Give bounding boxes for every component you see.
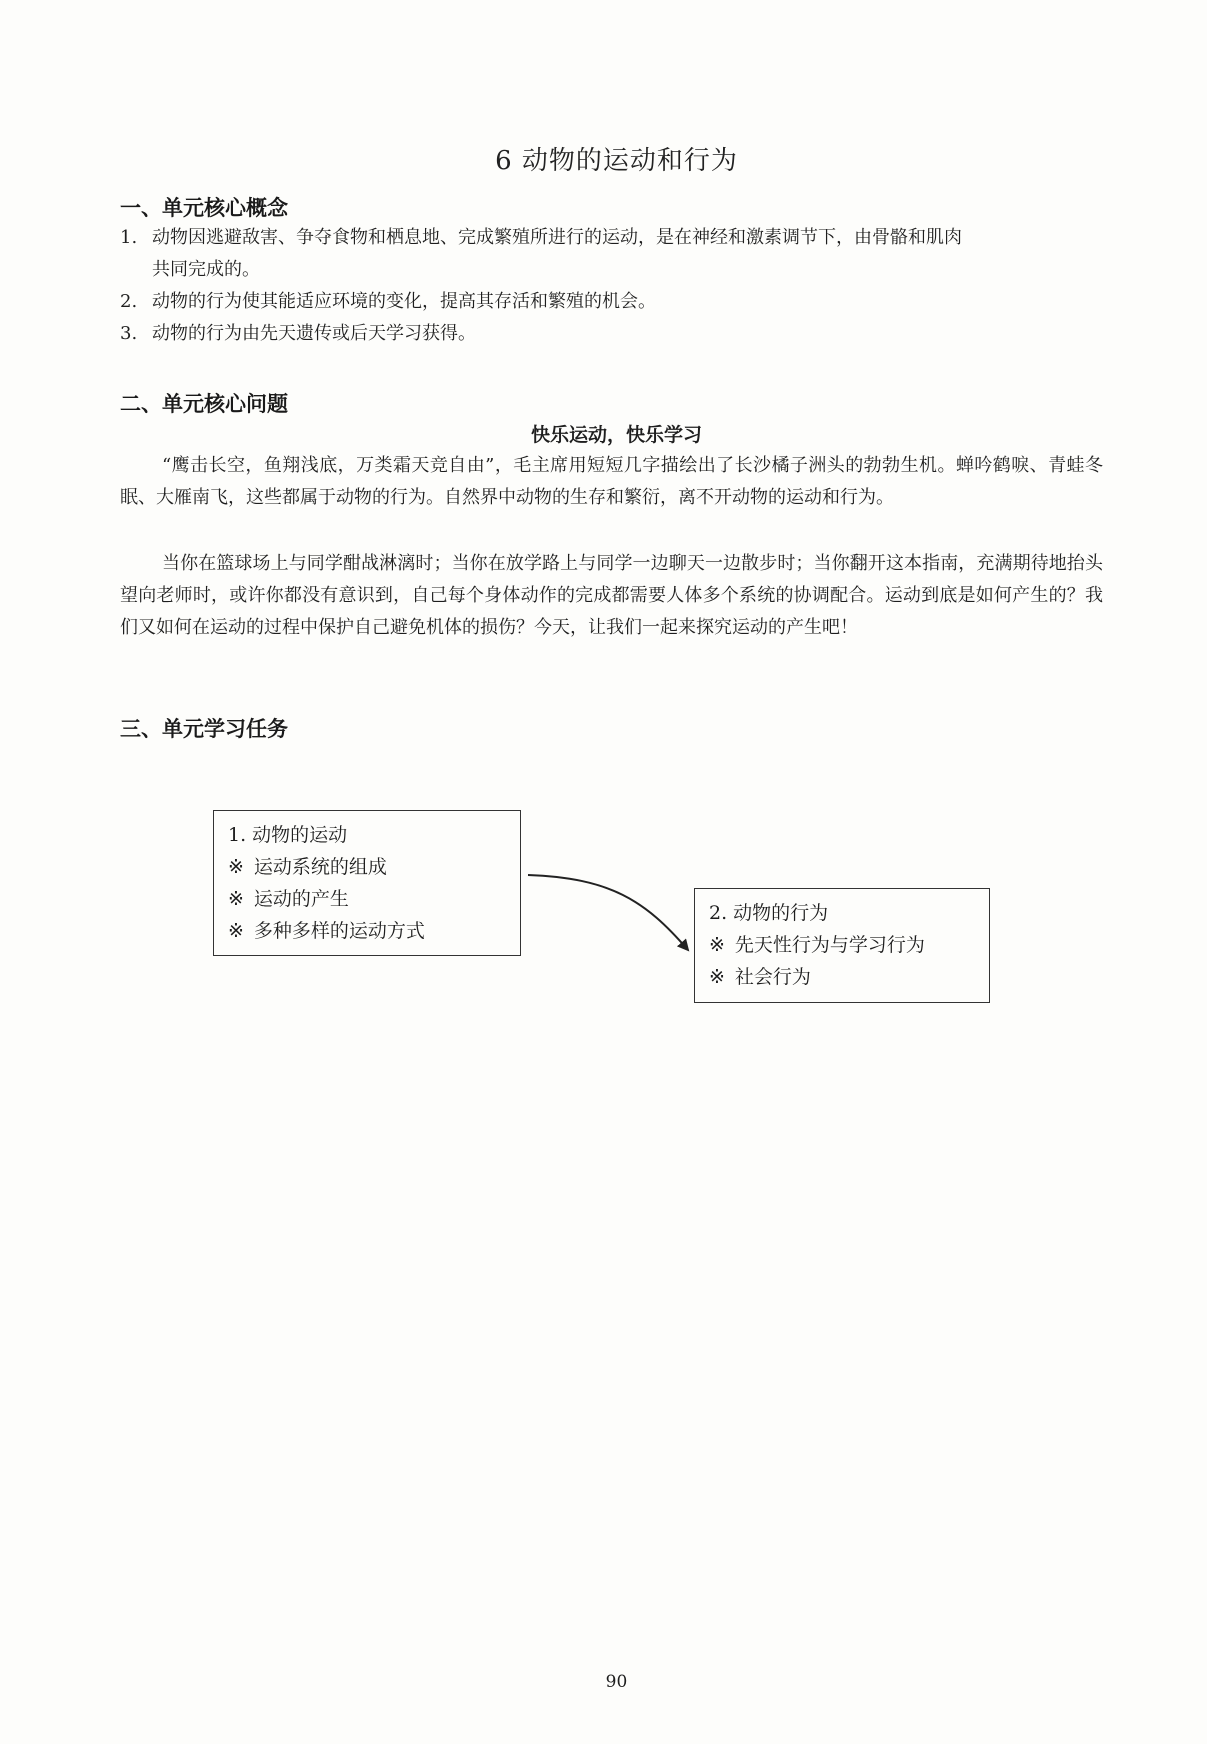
task-box-animal-movement bbox=[213, 810, 521, 956]
section-heading-core-concepts: 一、单元核心概念 bbox=[120, 196, 288, 220]
paragraph-2: 当你在篮球场上与同学酣战淋漓时；当你在放学路上与同学一边聊天一边散步时；当你翻开这本指南，充满期待地抬头望向老师时，或许你都没有意识到，自己每个身体动作的完成都需要人体多个系统的协调配合。运动到底是如何产生的？我们又如何在运动的过程中保护自己避免机体的损伤？今天，让我们一起来探究运动的产生吧！ bbox=[120, 553, 1103, 638]
task-list-item: ※ 运动系统的组成 bbox=[228, 856, 387, 878]
task-list-item: ※ 运动的产生 bbox=[228, 888, 349, 910]
reference-mark-icon: ※ bbox=[228, 920, 244, 942]
task-list-item: ※ 先天性行为与学习行为 bbox=[709, 934, 925, 956]
reference-mark-icon: ※ bbox=[709, 934, 725, 956]
problem-subtitle: 快乐运动，快乐学习 bbox=[530, 424, 702, 446]
task-box-animal-behavior bbox=[694, 888, 990, 1003]
concept-number: 3. bbox=[120, 323, 138, 344]
page-title: 6 动物的运动和行为 bbox=[495, 146, 738, 176]
concept-text: 动物的行为由先天遗传或后天学习获得。 bbox=[152, 323, 476, 344]
concept-text: 动物因逃避敌害、争夺食物和栖息地、完成繁殖所进行的运动，是在神经和激素调节下，由骨骼和肌肉 bbox=[152, 227, 962, 248]
task-list-item: ※ 多种多样的运动方式 bbox=[228, 920, 425, 942]
concept-number: 1. bbox=[120, 227, 138, 248]
reference-mark-icon: ※ bbox=[228, 856, 244, 878]
reference-mark-icon: ※ bbox=[228, 888, 244, 910]
paragraph-1: “鹰击长空，鱼翔浅底，万类霜天竞自由”，毛主席用短短几字描绘出了长沙橘子洲头的勃勃生机。蝉吟鹤唳、青蛙冬眠、大雁南飞，这些都属于动物的行为。自然界中动物的生存和繁衍，离不开动物的运动和行为。 bbox=[120, 455, 1103, 508]
section-heading-learning-tasks: 三、单元学习任务 bbox=[120, 717, 288, 741]
concept-text: 动物的行为使其能适应环境的变化，提高其存活和繁殖的机会。 bbox=[152, 291, 656, 312]
section-heading-core-questions: 二、单元核心问题 bbox=[120, 392, 288, 416]
task-list-item: ※ 社会行为 bbox=[709, 966, 811, 988]
reference-mark-icon: ※ bbox=[709, 966, 725, 988]
concept-text-continued: 共同完成的。 bbox=[152, 259, 260, 280]
page-number: 90 bbox=[605, 1672, 628, 1692]
concept-number: 2. bbox=[120, 291, 138, 312]
arrow-path bbox=[528, 875, 688, 950]
task-box-title: 1. 动物的运动 bbox=[228, 824, 348, 846]
task-box-title: 2. 动物的行为 bbox=[709, 902, 829, 924]
